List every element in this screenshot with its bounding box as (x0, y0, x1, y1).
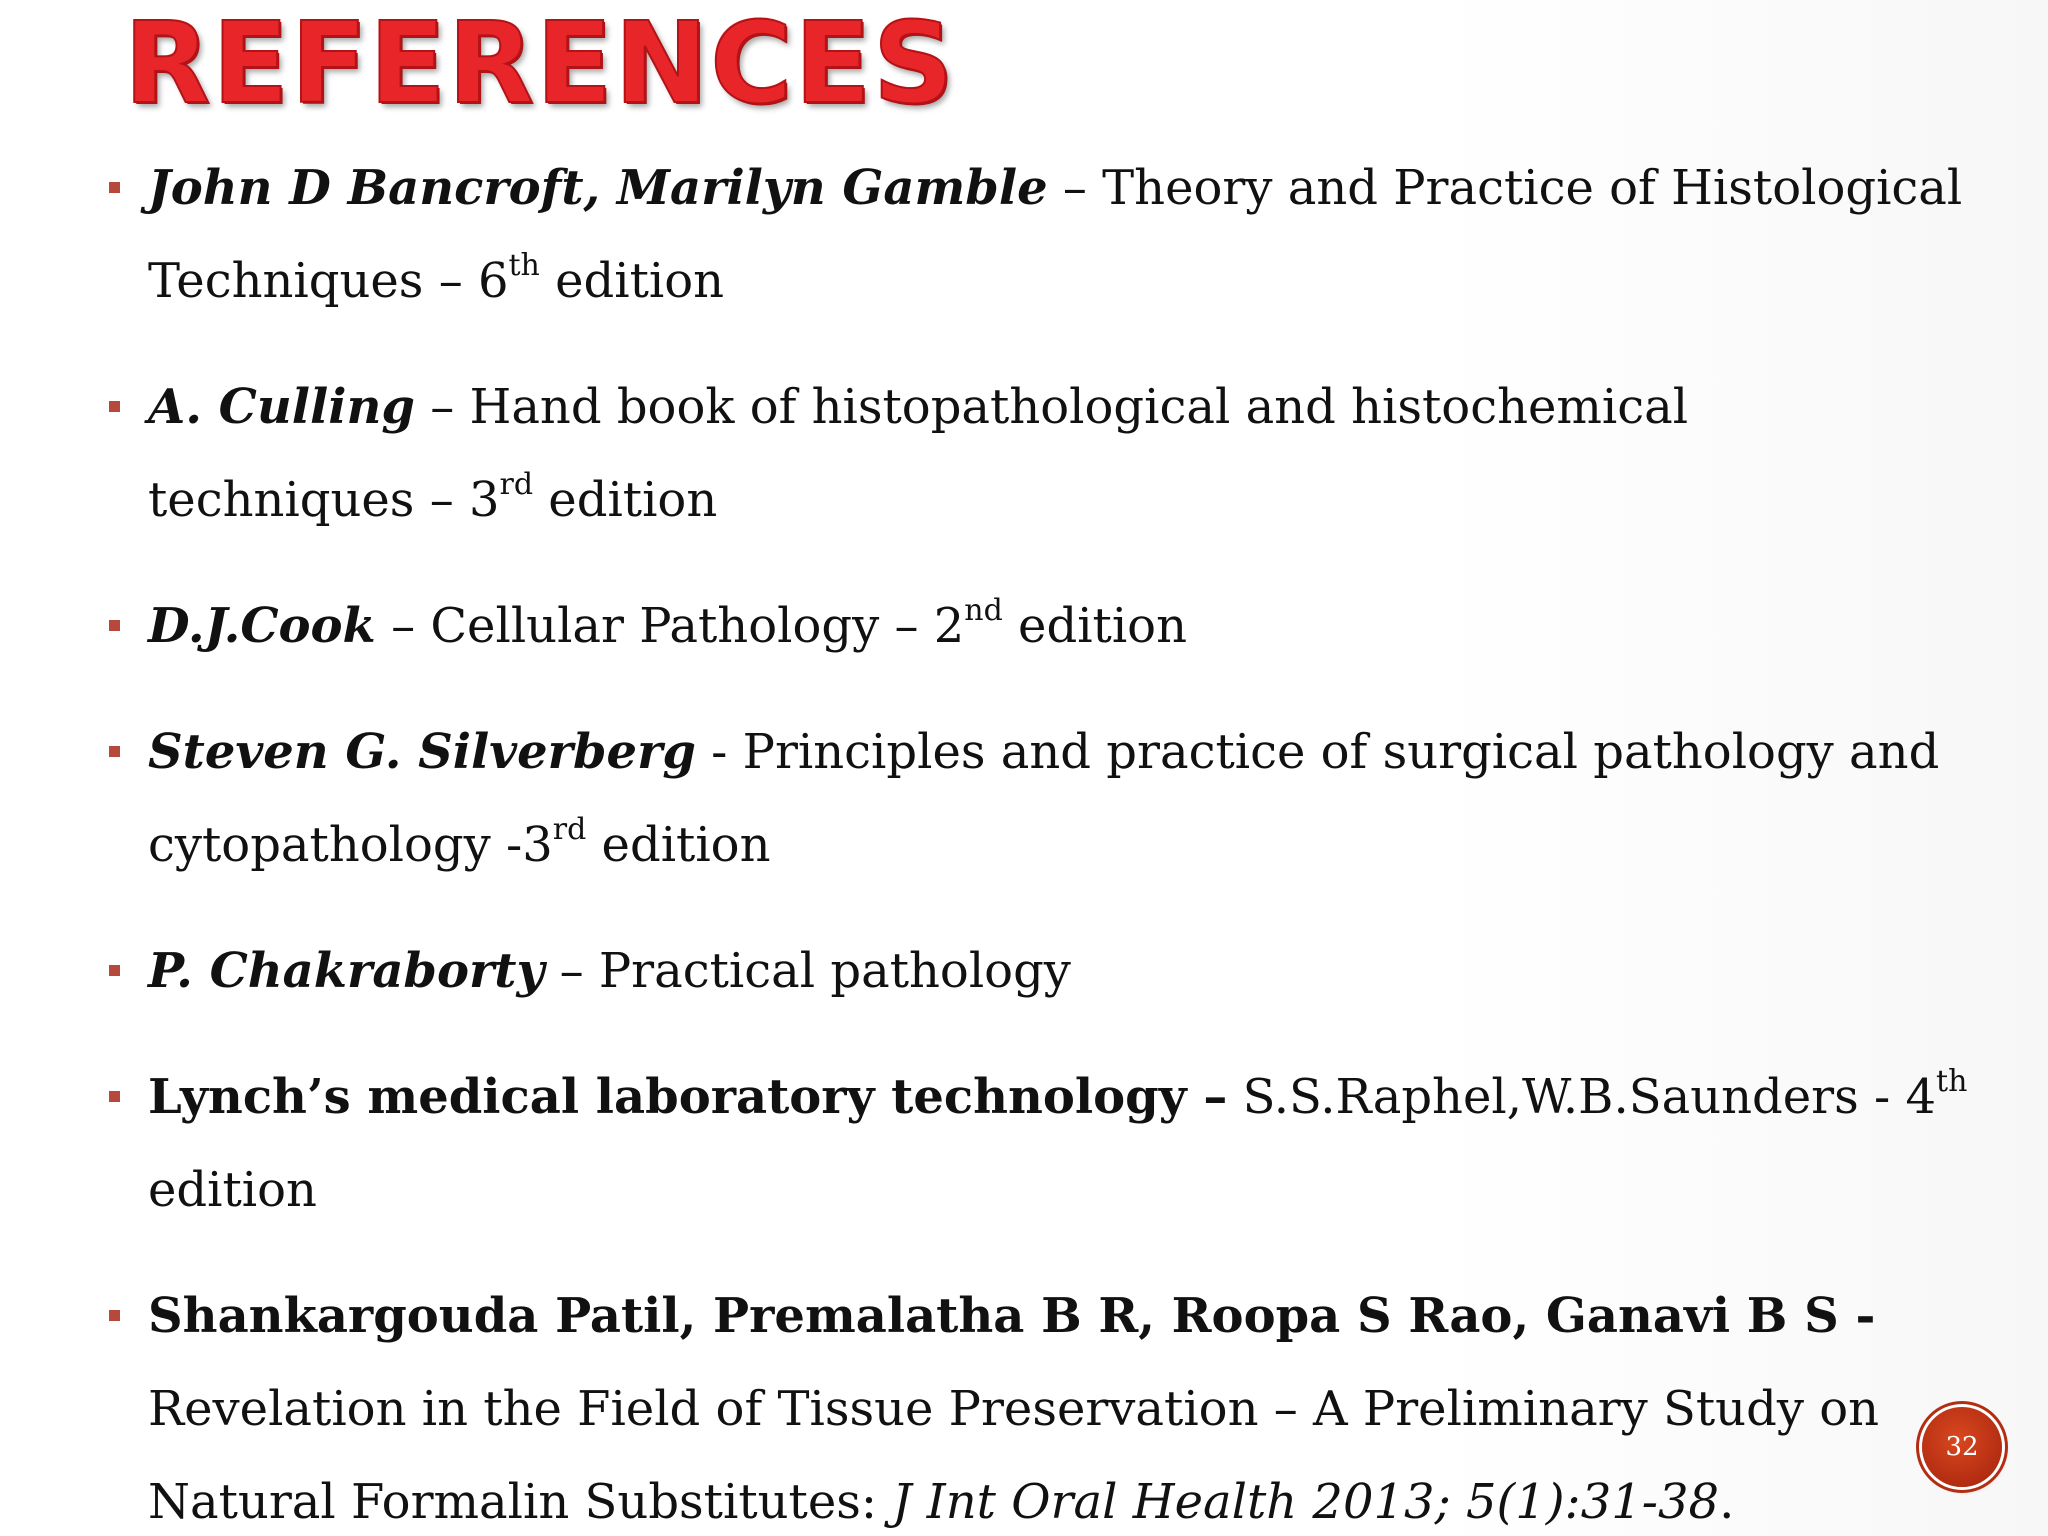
bullet-icon (109, 965, 120, 976)
reference-author: John D Bancroft, Marilyn Gamble (148, 160, 1048, 216)
bullet-icon (109, 401, 120, 412)
reference-text-end: edition (148, 1162, 317, 1218)
reference-author: D.J.Cook (148, 598, 376, 654)
reference-text: – Theory and Practice of Histological Techniques – 6 (148, 160, 1963, 309)
reference-item (108, 1051, 1968, 1237)
reference-text: S.S.Raphel,W.B.Saunders - 4 (1227, 1069, 1937, 1125)
reference-author: P. Chakraborty (148, 943, 545, 999)
bullet-icon (109, 746, 120, 757)
reference-item (108, 706, 1968, 892)
edition-suffix: th (1936, 1064, 1968, 1099)
page-number-badge: 32 (1922, 1407, 2002, 1487)
bullet-icon (109, 620, 120, 631)
reference-text: – Practical pathology (544, 943, 1071, 999)
edition-suffix: nd (964, 593, 1003, 628)
bullet-icon (109, 182, 120, 193)
reference-author: Shankargouda Patil, Premalatha B R, Roopa S Rao, Ganavi B S - (148, 1288, 1876, 1344)
slide-title: REFERENCES (124, 0, 956, 129)
reference-author: A. Culling (148, 379, 415, 435)
reference-text-end: . (1719, 1474, 1735, 1530)
reference-text-end: edition (539, 253, 725, 309)
reference-list (108, 142, 1968, 1536)
journal-citation: J Int Oral Health 2013; 5(1):31-38 (892, 1474, 1720, 1530)
reference-text: – Cellular Pathology – 2 (375, 598, 965, 654)
bullet-icon (109, 1310, 120, 1321)
reference-item (108, 1270, 1968, 1536)
edition-suffix: th (508, 248, 540, 283)
reference-author: Steven G. Silverberg (148, 724, 696, 780)
reference-author: Lynch’s medical laboratory technology – (148, 1069, 1228, 1125)
reference-text: – Hand book of histopathological and histochemical techniques – 3 (148, 379, 1689, 528)
edition-suffix: rd (552, 812, 587, 847)
reference-text-end: edition (586, 817, 771, 873)
reference-item (108, 925, 1968, 1018)
bullet-icon (109, 1091, 120, 1102)
reference-item (108, 361, 1968, 547)
edition-suffix: rd (499, 467, 534, 502)
reference-item (108, 142, 1968, 328)
reference-text-end: edition (1002, 598, 1187, 654)
reference-text: Revelation in the Field of Tissue Preservation – A Preliminary Study on Natural Formalin Substitutes: (148, 1381, 1879, 1530)
reference-text-end: edition (533, 472, 718, 528)
reference-item (108, 580, 1968, 673)
reference-text: - Principles and practice of surgical pathology and cytopathology -3 (148, 724, 1940, 873)
